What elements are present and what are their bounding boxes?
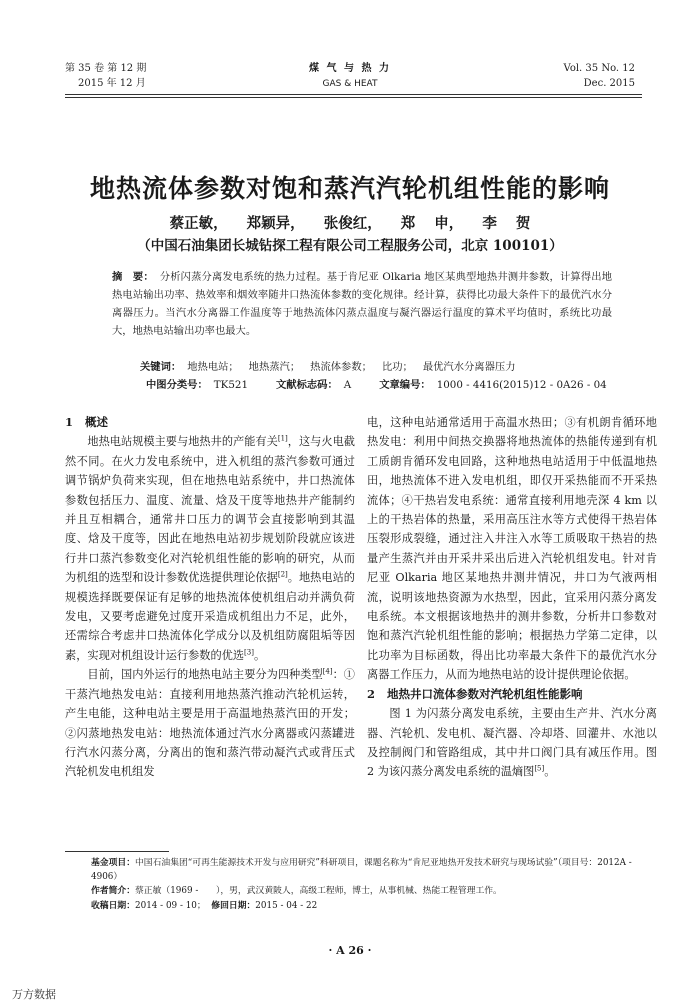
header-rule-thin [65, 97, 642, 98]
keyword-item: 最优汽水分离器压力 [422, 361, 516, 373]
keyword-item: 地热蒸汽； [248, 361, 301, 373]
article-id-value: 1000 - 4416(2015)12 - 0A26 - 04 [436, 379, 607, 391]
keyword-item: 热流体参数； [310, 361, 372, 373]
keywords-label: 关键词： [140, 361, 182, 373]
keyword-item: 地热电站； [187, 361, 239, 373]
paragraph: 电，这种电站通常适用于高温水热田；③有机朗肯循环地热发电：利用中间热交换器将地热流体的热能传递到有机工质朗肯循环发电回路，这种地热电站适用于中低温地热田，地热流体不进入发电机组，即仅开采热能而不开采热流体；④干热岩发电系统：通常直接利用地壳深 4 km 以上的干热岩体的热量，采用高压注水等方式使得干热岩体压裂形成裂缝，通过注入井注入水等工质吸取干热岩的热量产生蒸汽并由开采井采出后进入汽轮机组发电。针对肯尼亚 Olkaria 地区某地热井测井情况，井口为气液两相流，说明该地热资源为水热型，因此，宜采用闪蒸分离发电系统。本文根据该地热井的测井参数，分析井口参数对饱和蒸汽汽轮机组性能的影响；根据热力学第二定律，以比功率为目标函数，得出比功率最大条件下的最优汽水分离器工作压力，从而为地热电站的设计提供理论依据。 [367, 416, 657, 682]
header-date: 2015 年 12 月 [78, 78, 146, 89]
header-vol-en: Vol. 35 No. 12 [563, 63, 635, 74]
abstract-label: 摘 要： [112, 271, 154, 283]
body-column-left [65, 413, 355, 782]
citation-ref: [4] [322, 667, 333, 676]
citation-ref: [2] [277, 570, 288, 579]
header-volume-issue: 第 35 卷 第 12 期 [65, 63, 147, 74]
header-rule [65, 94, 642, 95]
paragraph: 地热电站规模主要与地热井的产能有关[1]，这与火电截然不同。在火力发电系统中，进入机组的蒸汽参数可通过调节锅炉负荷来实现，但在地热电站系统中，井口热流体参数包括压力、温度、流量、焓及干度等地热井产能制约并且互相耦合，通常井口压力的调节会直接影响到其温度、焓及干度等，因此在地热电站初步规划阶段就应该进行井口蒸汽参数变化对汽轮机组性能的影响的研究，从而为机组的选型和设计参数优选提供理论依据[2]。地热电站的规模选择既要保证有足够的地热流体使机组启动并满负荷发电，又要考虑避免过度开采造成机组出力不足，此外，还需综合考虑井口热流体化学成分以及机组防腐阻垢等因素，实现对机组设计运行参数的优选[3]。 [65, 434, 355, 662]
article-id-label: 文章编号： [379, 379, 431, 391]
clc-label: 中图分类号： [146, 379, 208, 391]
classification-line [146, 376, 626, 394]
author-note: 作者简介：蔡正敏（1969 - ），男，武汉黄陂人，高级工程师，博士，从事机械、热能工程管理工作。 [91, 886, 502, 897]
fund-note: 基金项目：中国石油集团“可再生能源技术开发与应用研究”科研项目，课题名称为“肯尼亚地热开发技术研究与现场试验”（项目号：2012A - 4906） [91, 858, 632, 883]
header-journal-subtitle: GAS & HEAT [322, 79, 378, 89]
header-date-en: Dec. 2015 [583, 78, 635, 89]
affiliation: （中国石油集团长城钻探工程有限公司工程服务公司，北京 100101） [137, 238, 563, 254]
doc-code-label: 文献标志码： [276, 379, 338, 391]
abstract [112, 268, 612, 340]
footnotes [65, 856, 655, 913]
watermark: 万方数据 [12, 988, 56, 1001]
citation-ref: [1] [277, 434, 288, 443]
section-heading-1: 1 概述 [65, 415, 109, 429]
body-column-right [367, 413, 657, 782]
paper-title: 地热流体参数对饱和蒸汽汽轮机组性能的影响 [89, 174, 610, 203]
keywords [140, 358, 620, 376]
clc-value: TK521 [213, 379, 248, 391]
abstract-text: 分析闪蒸分离发电系统的热力过程。基于肯尼亚 Olkaria 地区某典型地热井测井参数，计算得出地热电站输出功率、热效率和烟效率随井口热流体参数的变化规律。经计算，获得比功最大条件下的最优汽水分离器压力。当汽水分离器工作温度等于地热流体闪蒸点温度与凝汽器运行温度的算术平均值时，系统比功最大，地热电站输出功率也最大。 [112, 271, 613, 337]
header-journal-title: 煤 气 与 热 力 [309, 63, 391, 74]
paragraph: 图 1 为闪蒸分离发电系统，主要由生产井、汽水分离器、汽轮机、发电机、凝汽器、冷却塔、回灌井、水池以及控制阀门和管路组成，其中井口阀门具有减压作用。图 2 为该闪蒸分离发电系统的温熵图[5]。 [367, 707, 657, 779]
paragraph: 目前，国内外运行的地热电站主要分为四种类型[4]：①干蒸汽地热发电站：直接利用地热蒸汽推动汽轮机运转，产生电能，这种电站主要是用于高温地热蒸汽田的开发；②闪蒸地热发电站：地热流体通过汽水分离器或闪蒸罐进行汽水闪蒸分离，分离出的饱和蒸汽带动凝汽式或背压式汽轮机发电机组发 [65, 667, 355, 779]
citation-ref: [5] [534, 764, 545, 773]
author-list: 蔡正敏， 郑颖异， 张俊红， 郑 申， 李 贺 [169, 215, 531, 232]
date-note: 收稿日期：2014 - 09 - 10； 修回日期：2015 - 04 - 22 [91, 900, 318, 911]
section-heading-2: 2 地热井口流体参数对汽轮机组性能影响 [367, 686, 583, 701]
page-number: · A 26 · [328, 944, 372, 957]
doc-code-value: A [343, 379, 352, 391]
keyword-item: 比功； [381, 361, 413, 373]
footnote-rule [65, 851, 169, 852]
citation-ref: [3] [244, 648, 254, 657]
